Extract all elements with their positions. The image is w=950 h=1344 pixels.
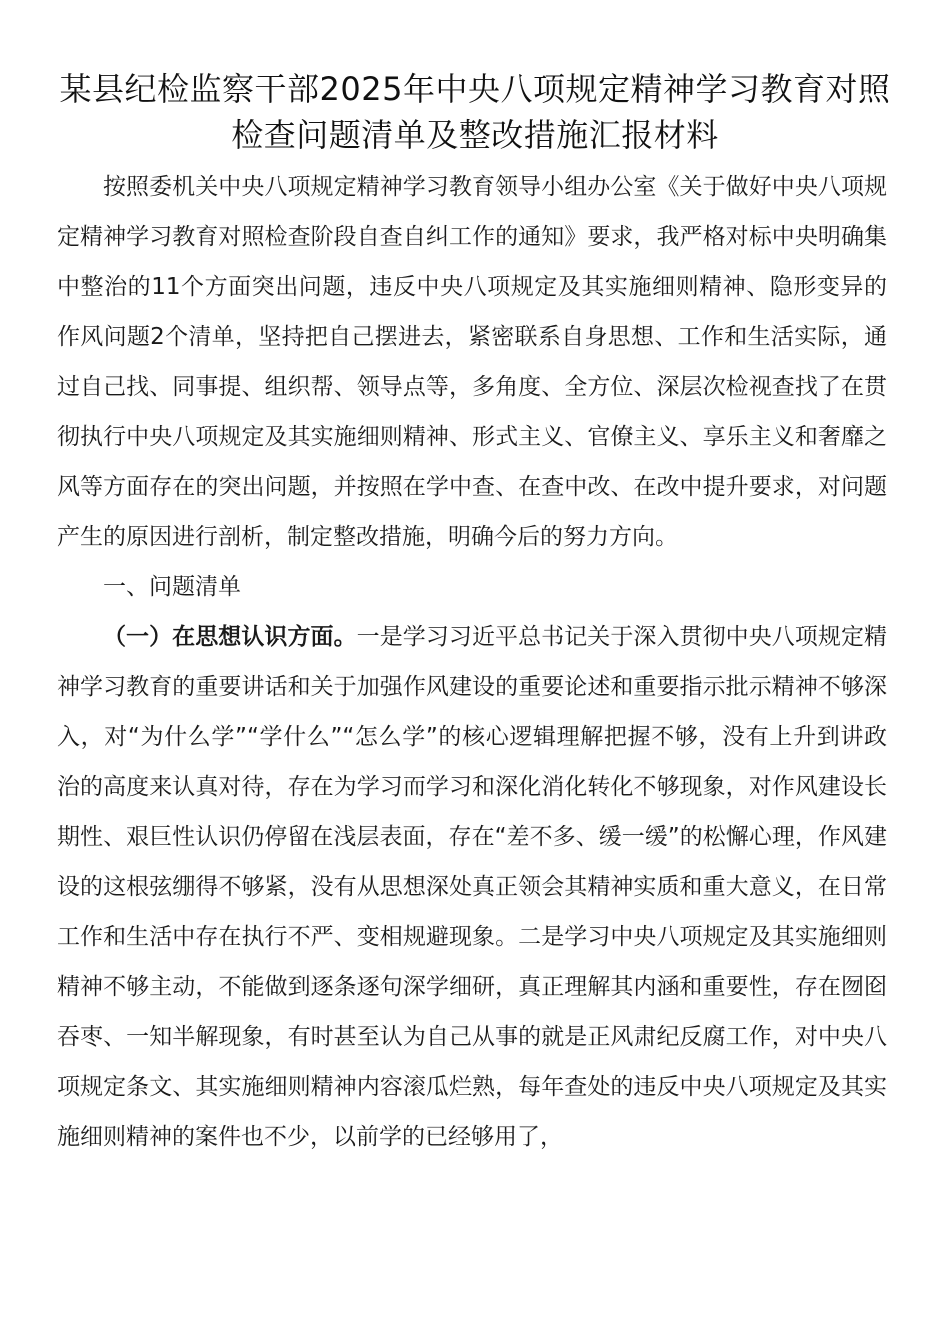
subsection-heading: （一）在思想认识方面。 [103,624,357,650]
subsection-paragraph [57,612,887,1162]
section-heading: 一、问题清单 [103,574,241,600]
subsection-body: 一是学习习近平总书记关于深入贯彻中央八项规定精神学习教育的重要讲话和关于加强作风建设的重要论述和重要指示批示精神不够深入，对“为什么学”“学什么”“怎么学”的核心逻辑理解把握不够，没有上升到讲政治的高度来认真对待，存在为学习而学习和深化消化转化不够现象，对作风建设长期性、艰巨性认识仍停留在浅层表面，存在“差不多、缓一缓”的松懈心理，作风建设的这根弦绷得不够紧，没有从思想深处真正领会其精神实质和重大意义，在日常工作和生活中存在执行不严、变相规避现象。二是学习中央八项规定及其实施细则精神不够主动，不能做到逐条逐句深学细研，真正理解其内涵和重要性，存在囫囵吞枣、一知半解现象，有时甚至认为自己从事的就是正风肃纪反腐工作，对中央八项规定条文、其实施细则精神内容滚瓜烂熟，每年查处的违反中央八项规定及其实施细则精神的案件也不少，以前学的已经够用了， [57,624,888,1150]
intro-paragraph: 按照委机关中央八项规定精神学习教育领导小组办公室《关于做好中央八项规定精神学习教育对照检查阶段自查自纠工作的通知》要求，我严格对标中央明确集中整治的11个方面突出问题，违反中央八项规定及其实施细则精神、隐形变异的作风问题2个清单，坚持把自己摆进去，紧密联系自身思想、工作和生活实际，通过自己找、同事提、组织帮、领导点等，多角度、全方位、深层次检视查找了在贯彻执行中央八项规定及其实施细则精神、形式主义、官僚主义、享乐主义和奢靡之风等方面存在的突出问题，并按照在学中查、在查中改、在改中提升要求，对问题产生的原因进行剖析，制定整改措施，明确今后的努力方向。 [57,174,887,550]
document-body [57,162,887,1162]
document-title: 某县纪检监察干部2025年中央八项规定精神学习教育对照检查问题清单及整改措施汇报材料 [59,70,891,154]
